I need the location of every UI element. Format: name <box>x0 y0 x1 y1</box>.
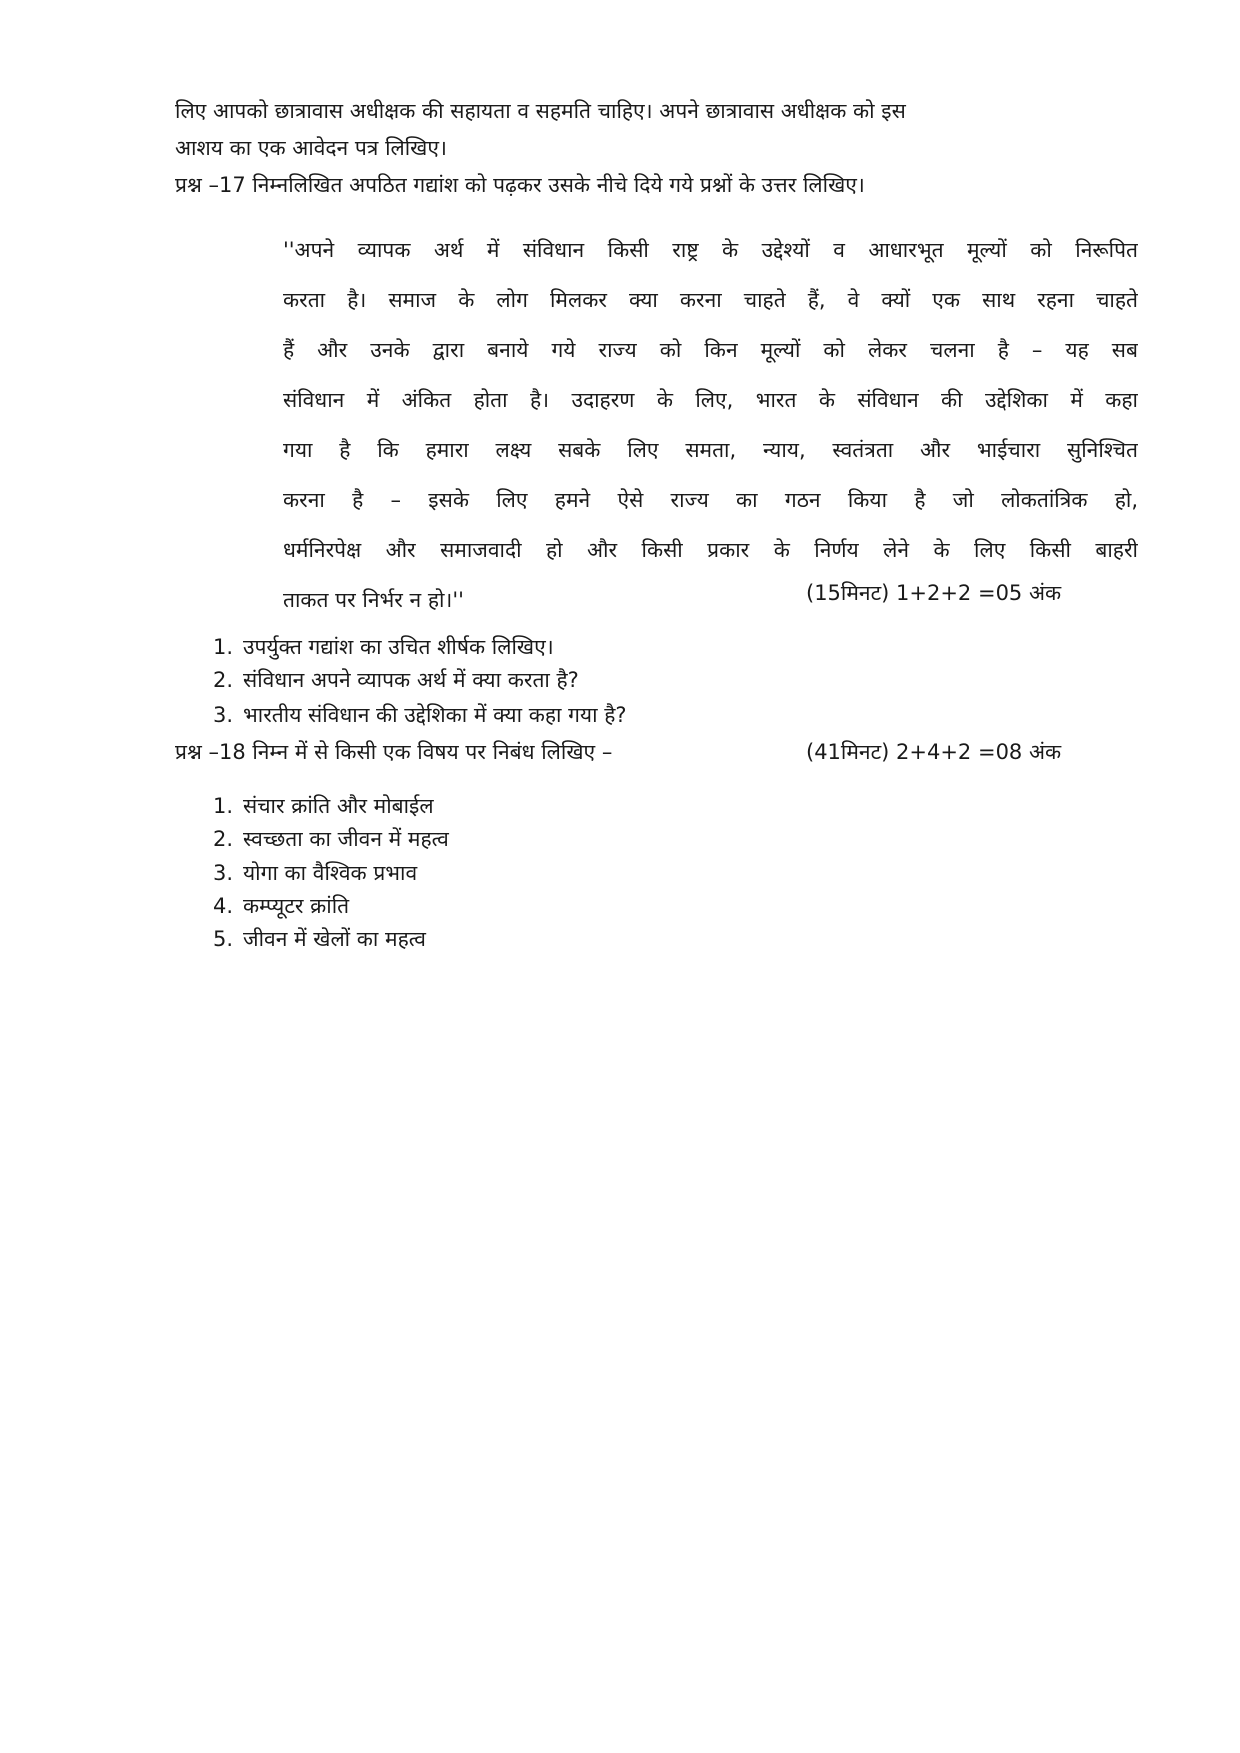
item-text: संचार क्रांति और मोबाईल <box>243 794 434 818</box>
question-17-heading: प्रश्न –17 निम्नलिखित अपठित गद्यांश को पढ़कर उसके नीचे दिये गये प्रश्नों के उत्तर लिखिए। <box>175 173 865 197</box>
unseen-passage <box>283 230 1138 630</box>
question-17-subquestion-1 <box>213 632 554 662</box>
item-number: 5. <box>213 927 234 951</box>
passage-line: हैं और उनके द्वारा बनाये गये राज्य को किन मूल्यों को लेकर चलना है – यह सब <box>283 338 1138 362</box>
question-17-subquestion-2 <box>213 665 579 695</box>
essay-topic-1 <box>213 791 434 821</box>
essay-topic-5 <box>213 924 426 954</box>
item-number: 1. <box>213 635 234 659</box>
essay-topic-3 <box>213 858 417 888</box>
question-17-marks: (15मिनट) 1+2+2 =05 अंक <box>806 581 1062 605</box>
passage-line: धर्मनिरपेक्ष और समाजवादी हो और किसी प्रकार के निर्णय लेने के लिए किसी बाहरी <box>283 538 1138 562</box>
item-number: 2. <box>213 668 234 692</box>
passage-line: करना है – इसके लिए हमने ऐसे राज्य का गठन किया है जो लोकतांत्रिक हो, <box>283 488 1138 512</box>
item-number: 4. <box>213 894 234 918</box>
passage-line: ताकत पर निर्भर न हो।'' <box>283 588 464 612</box>
intro-line-2: आशय का एक आवेदन पत्र लिखिए। <box>175 136 447 160</box>
item-text: योगा का वैश्विक प्रभाव <box>243 861 418 885</box>
question-18-marks: (41मिनट) 2+4+2 =08 अंक <box>806 740 1062 764</box>
intro-line-1: लिए आपको छात्रावास अधीक्षक की सहायता व सहमति चाहिए। अपने छात्रावास अधीक्षक को इस <box>175 99 906 123</box>
passage-line: गया है कि हमारा लक्ष्य सबके लिए समता, न्याय, स्वतंत्रता और भाईचारा सुनिश्चित <box>283 438 1138 462</box>
item-text: जीवन में खेलों का महत्व <box>243 927 426 951</box>
item-number: 2. <box>213 827 234 851</box>
essay-topic-2 <box>213 824 449 854</box>
passage-line: करता है। समाज के लोग मिलकर क्या करना चाहते हैं, वे क्यों एक साथ रहना चाहते <box>283 288 1138 312</box>
item-text: स्वच्छता का जीवन में महत्व <box>243 827 449 851</box>
essay-topic-4 <box>213 891 349 921</box>
item-number: 1. <box>213 794 234 818</box>
question-18-heading: प्रश्न –18 निम्न में से किसी एक विषय पर निबंध लिखिए – <box>175 740 613 764</box>
passage-line: संविधान में अंकित होता है। उदाहरण के लिए, भारत के संविधान की उद्देशिका में कहा <box>283 388 1138 412</box>
item-text: भारतीय संविधान की उद्देशिका में क्या कहा गया है? <box>243 703 627 727</box>
passage-line: ''अपने व्यापक अर्थ में संविधान किसी राष्ट्र के उद्देश्यों व आधारभूत मूल्यों को निरूपित <box>283 238 1138 262</box>
item-number: 3. <box>213 861 234 885</box>
item-text: संविधान अपने व्यापक अर्थ में क्या करता है? <box>243 668 579 692</box>
item-number: 3. <box>213 703 234 727</box>
item-text: उपर्युक्त गद्यांश का उचित शीर्षक लिखिए। <box>243 635 554 659</box>
item-text: कम्प्यूटर क्रांति <box>243 894 350 918</box>
question-17-subquestion-3 <box>213 700 627 730</box>
